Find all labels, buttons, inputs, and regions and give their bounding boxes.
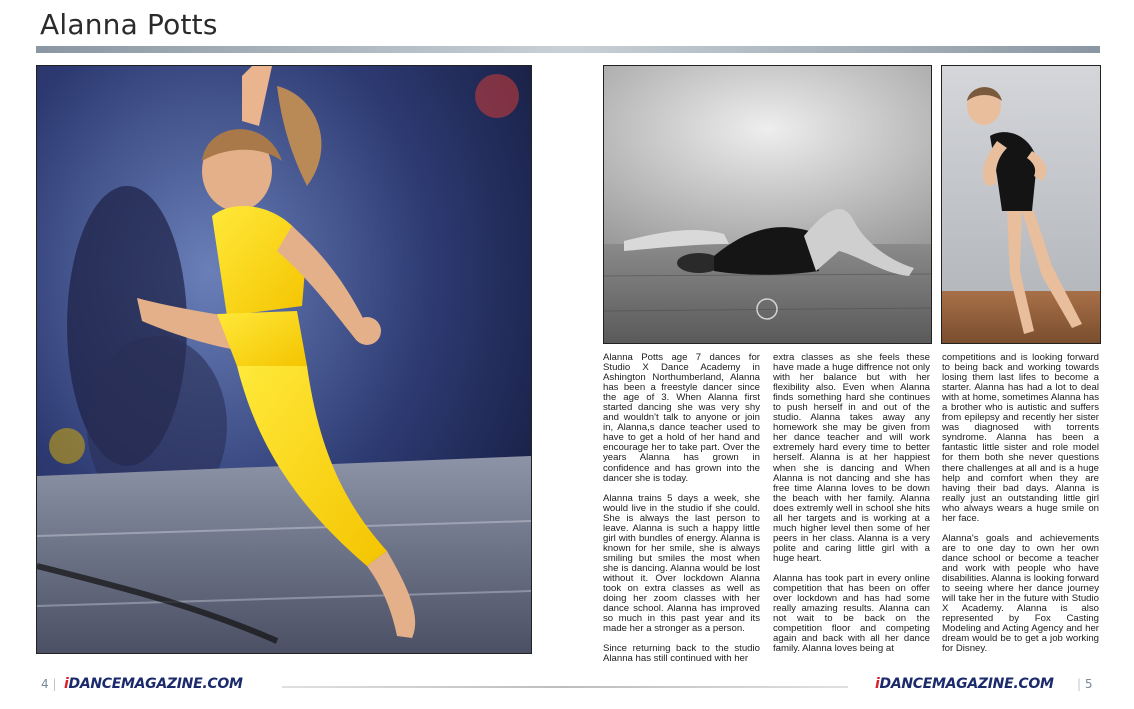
paragraph: Alanna has took part in every online competition that has been on offer over lockdown and has had some really amazing results. Alanna can not wait to be back on the competition floor and competing again and back with all her dance family. Alanna loves being at: [773, 572, 930, 655]
brand-text: DANCEMAGAZINE.COM: [879, 676, 1054, 692]
paragraph: competitions and is looking forward to being back and working towards losing them last lifes to become a starter. Alanna has had a lot to deal with at home, sometimes Alanna has a brother who is autistic and suffers from epilepsy and recently her sister was diagnosed with torrents syndrome. Alanna has been a fantastic little sister and role model for them both she never questions there challenges at all and is a huge help and comfort when they are having their bad days. Alanna is really just an outstanding little girl who always wears a huge smile on her face.: [942, 352, 1099, 524]
brand-i: i: [875, 676, 880, 692]
article-column-2: [773, 353, 930, 664]
article-column-3: [942, 353, 1099, 664]
brand-i: i: [64, 676, 69, 692]
paragraph: Alanna's goals and achievements are to one day to own her own dance school or become a teacher and work with people who have disabilities. Alanna is looking forward to seeing where her dance journey will take her in the future with Studio X Academy. Alanna is also represented by Fox Casting Modeling and Acting Agency and her dream would be to get a job working for Disney.: [942, 532, 1099, 655]
paragraph: Alanna trains 5 days a week, she would live in the studio if she could. She is always the last person to leave. Alanna is such a happy little girl with bundles of energy. Alanna is known for her smile, she is always smiling but smiles the most when she is dancing. Alanna would be lost without it. Over lockdown Alanna took on extra classes as well as doing her zoom classes with her dance school. Alanna has improved so much in this past year and its made her a stronger as a person.: [603, 492, 760, 635]
right-page-number: | 5: [1077, 677, 1093, 691]
main-photo-image: [37, 66, 531, 653]
brand-text: DANCEMAGAZINE.COM: [68, 676, 243, 692]
left-page-number: 4 |: [41, 677, 57, 691]
paragraph: Since returning back to the studio Alanna has still continued with her: [603, 643, 760, 665]
article-column-1: [603, 353, 760, 674]
page-title: Alanna Potts: [40, 8, 218, 41]
page-number-value: 4: [41, 677, 49, 691]
paragraph: Alanna Potts age 7 dances for Studio X Dance Academy in Ashington Northumberland, Alanna has been a freestyle dancer since the age of 3. When Alanna first started dancing she was very shy and wouldn't talk to anyone or join in, Alanna,s dance teacher used to have to get a hold of her hand and encourage her to take part. Over the years Alanna has grown in confidence and has grown into the dancer she is today.: [603, 352, 760, 484]
standing-pose-photo: [941, 65, 1101, 344]
footer-brand-right[interactable]: [875, 676, 1054, 692]
page-number-value: 5: [1084, 677, 1093, 691]
title-rule: [36, 46, 1100, 53]
floor-pose-photo: [603, 65, 932, 344]
paragraph: extra classes as she feels these have made a huge diffrence not only with her balance but with her flexibility also. Even when Alanna finds something hard she continues to push herself in and out of the studio. Alanna takes away any homework she may be given from her dance teacher and will work extremely hard every time to better herself. Alanna is at her happiest when she is dancing and When Alanna is not dancing and she has free time Alanna loves to be down the beach with her family. Alanna does extremly well in school she hits all her targets and is working at a much higher level then some of her peers in her class. Alanna is a very polite and caring little girl with a huge heart.: [773, 352, 930, 564]
main-photo: [36, 65, 532, 654]
footer-brand-left[interactable]: [64, 676, 243, 692]
floor-pose-image: [604, 66, 931, 343]
standing-pose-image: [942, 66, 1100, 343]
footer-rule: [282, 686, 848, 688]
